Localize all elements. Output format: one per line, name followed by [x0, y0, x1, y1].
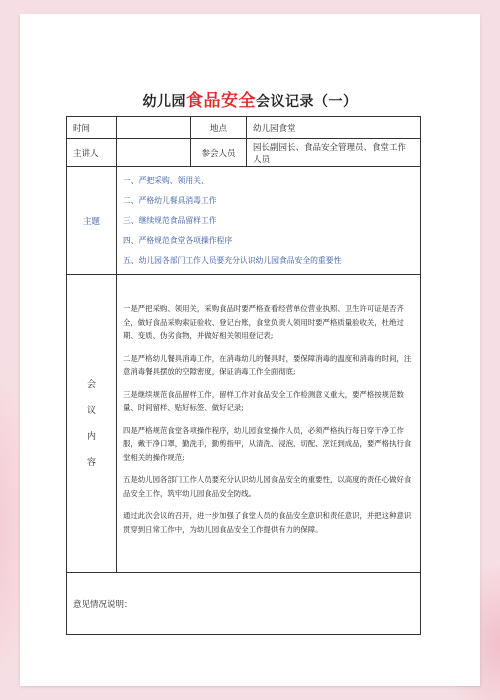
time-value	[117, 117, 191, 139]
row-time-place	[67, 117, 421, 139]
time-label: 时间	[67, 117, 117, 139]
place-value: 幼儿园食堂	[247, 117, 421, 139]
content-label-char: 议	[86, 405, 96, 416]
meeting-record-table	[66, 116, 421, 635]
row-speaker-attendees	[67, 139, 421, 167]
content-label-char: 容	[86, 457, 96, 468]
content-body	[117, 275, 421, 573]
attendees-value: 园长副园长、食品安全管理员、食堂工作人员	[247, 139, 421, 167]
content-label-char: 会	[86, 379, 96, 390]
speaker-value	[117, 139, 191, 167]
content-paragraph: 三是继续规范食品留样工作，留样工作对食品安全工作检测意义重大，要严格按规范数量、时间留样、贴好标签、做好记录;	[123, 389, 404, 412]
title-prefix: 幼儿园	[142, 94, 186, 110]
attendees-label: 参会人员	[191, 139, 247, 167]
topic-item: 四、严格规范食堂各项操作程序	[123, 235, 233, 245]
content-paragraph: 通过此次会议的召开，进一步加强了食堂人员的食品安全意识和责任意识，并把这种意识贯穿到日常工作中，为幼儿园食品安全工作提供有力的保障。	[123, 511, 412, 534]
row-topics	[67, 167, 421, 275]
page-title	[0, 86, 500, 111]
content-label	[67, 275, 117, 573]
content-paragraph: 五是幼儿园各部门工作人员要充分认识幼儿园食品安全的重要性，以高度的责任心做好食品安全工作，筑牢幼儿园食品安全防线。	[123, 475, 412, 498]
topic-item: 三、继续规范食品留样工作	[123, 215, 217, 225]
place-label: 地点	[191, 117, 247, 139]
title-suffix: 会议记录（一）	[256, 94, 358, 110]
content-paragraph: 一是严把采购、领用关，采购食品时要严格查看经营单位营业执照、卫生许可证是否齐全，做好食品采购索证验收、登记台账，食堂负责人领用时要严格质量验收关，杜绝过期、变质、伪劣食物，并做好相关领用登记表;	[123, 304, 404, 340]
topic-item: 一、严把采购、领用关、	[123, 175, 209, 185]
topic-label: 主题	[67, 167, 117, 275]
content-paragraph: 四是严格规范食堂各项操作程序，幼儿园食堂操作人员，必须严格执行每日穿干净工作服，戴干净口罩，勤洗手，勤剪指甲，从清洗、浸泡、切配、烹饪到成品，要严格执行食堂相关的操作规范;	[123, 425, 412, 462]
row-content	[67, 275, 421, 573]
topic-item: 五、幼儿园各部门工作人员要充分认识幼儿园食品安全的重要性	[123, 255, 342, 265]
opinion-label: 意见情况说明：	[73, 599, 133, 610]
speaker-label: 主讲人	[67, 139, 117, 167]
topic-list	[117, 167, 421, 275]
content-paragraph: 二是严格幼儿餐具消毒工作，在消毒幼儿的餐具时，要保障消毒的温度和消毒的时间，注意消毒餐具摆放的空隙密度，保证消毒工作全面彻底;	[123, 353, 412, 376]
opinion-cell	[67, 573, 421, 635]
content-label-char: 内	[86, 431, 96, 442]
title-accent: 食品安全	[186, 91, 256, 111]
topic-item: 二、严格幼儿餐具消毒工作	[123, 195, 217, 205]
row-opinion	[67, 573, 421, 635]
